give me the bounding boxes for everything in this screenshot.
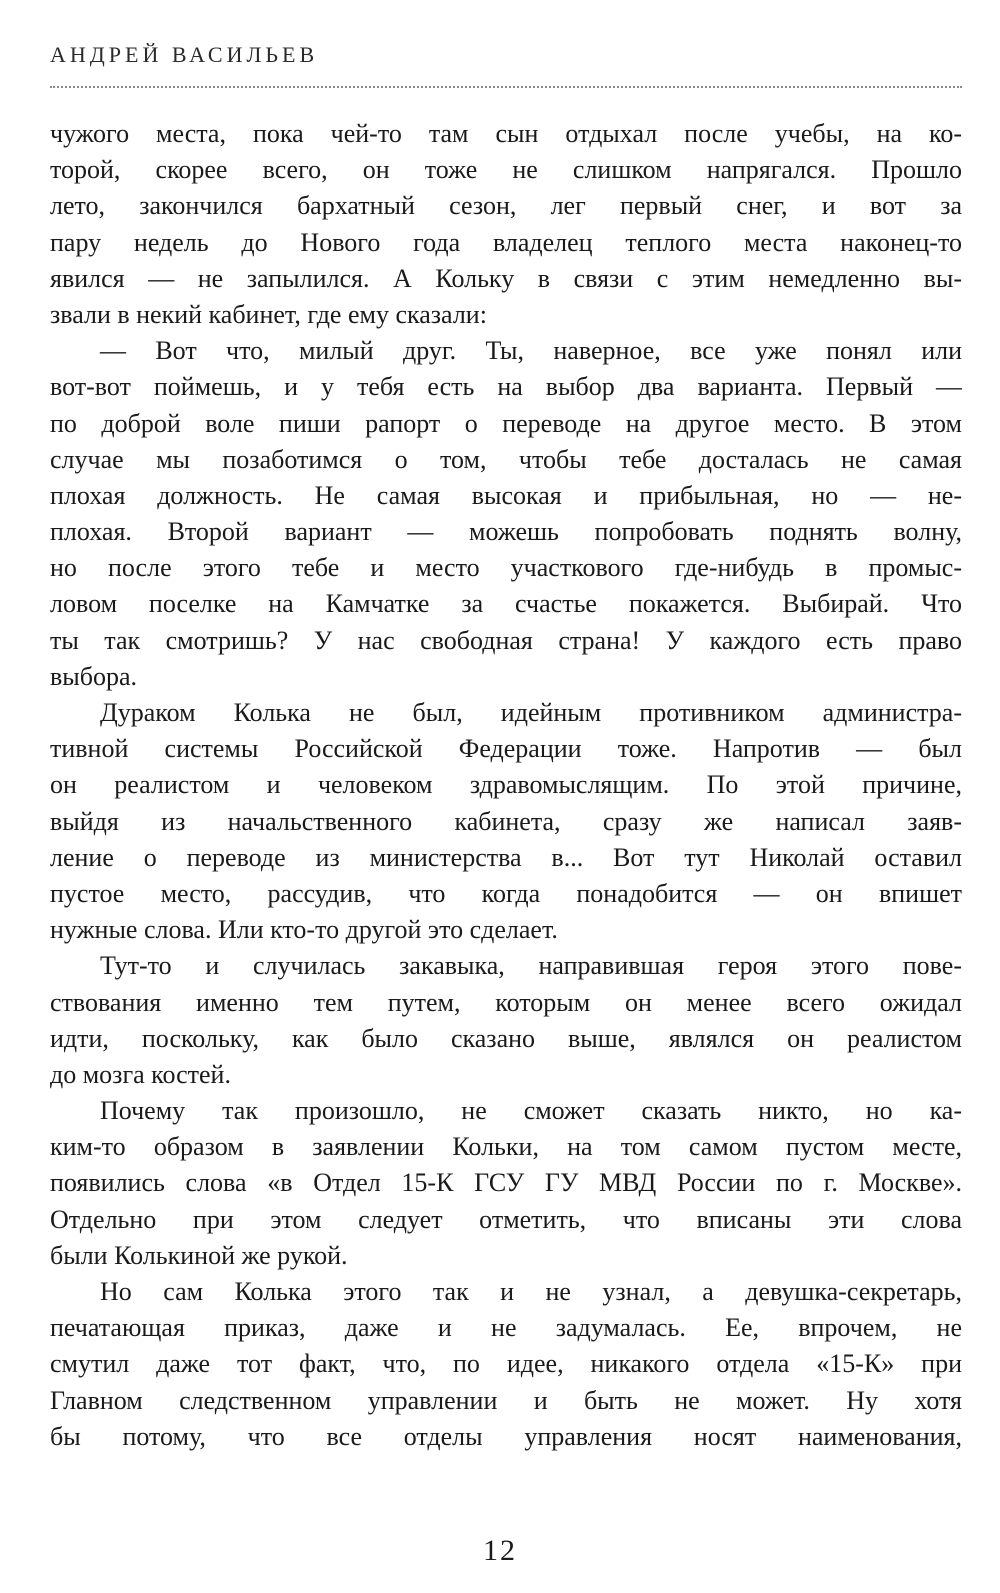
text-line: Дураком Колька не был, идейным противником администра- (100, 698, 962, 727)
page-number: 12 (483, 1534, 517, 1567)
text-line: ловом поселке на Камчатке за счастье покажется. Выбирай. Что (50, 589, 962, 619)
text-line: чужого места, пока чей-то там сын отдыхал после учебы, на ко- (50, 119, 962, 148)
text-line: до мозга костей. (50, 1059, 231, 1089)
text-line: появились слова «в Отдел 15-К ГСУ ГУ МВД России по г. Москве». (50, 1168, 962, 1198)
text-line: печатающая приказ, даже и не задумалась. Ее, впрочем, не (50, 1313, 962, 1343)
text-line: вот-вот поймешь, и у тебя есть на выбор два варианта. Первый — (50, 372, 962, 402)
text-line: плохая. Второй вариант — можешь попробовать поднять волну, (50, 517, 962, 547)
body-text (50, 116, 962, 1455)
text-line: Но сам Колька этого так и не узнал, а девушка-секретарь, (100, 1277, 962, 1306)
text-line: торой, скорее всего, он тоже не слишком напрягался. Прошло (50, 155, 962, 185)
text-line: явился — не запылился. А Кольку в связи с этим немедленно вы- (50, 263, 962, 293)
text-line: — Вот что, милый друг. Ты, наверное, все уже понял или (100, 336, 962, 366)
text-line: смутил даже тот факт, что, по идее, никакого отдела «15-К» при (50, 1349, 962, 1379)
text-line: выйдя из начальственного кабинета, сразу же написал заяв- (50, 806, 962, 836)
text-line: пустое место, рассудив, что когда понадобится — он впишет (50, 878, 962, 908)
text-line: случае мы позаботимся о том, чтобы тебе досталась не самая (50, 444, 962, 474)
text-line: ты так смотришь? У нас свободная страна! У каждого есть право (50, 625, 962, 655)
text-line: плохая должность. Не самая высокая и прибыльная, но — не- (50, 480, 962, 510)
text-line: лето, закончился бархатный сезон, лег первый снег, и вот за (50, 191, 962, 221)
text-line: он реалистом и человеком здравомыслящим. По этой причине, (50, 770, 962, 800)
text-line: были Колькиной же рукой. (50, 1240, 348, 1270)
text-line: Почему так произошло, не сможет сказать никто, но ка- (100, 1096, 962, 1126)
text-line: ствования именно тем путем, которым он менее всего ожидал (50, 987, 962, 1017)
text-line: по доброй воле пиши рапорт о переводе на другое место. В этом (50, 408, 962, 438)
text-line: но после этого тебе и место участкового где-нибудь в промыс- (50, 553, 962, 583)
text-line: Главном следственном управлении и быть не может. Ну хотя (50, 1385, 962, 1415)
running-head-author: АНДРЕЙ ВАСИЛЬЕВ (50, 42, 319, 67)
header-rule (50, 86, 962, 88)
text-line: Отдельно при этом следует отметить, что вписаны эти слова (50, 1204, 962, 1234)
text-line: бы потому, что все отделы управления носят наименования, (50, 1421, 962, 1451)
text-line: ление о переводе из министерства в... Вот тут Николай оставил (50, 842, 962, 872)
text-line: нужные слова. Или кто-то другой это сделает. (50, 915, 558, 945)
text-line: выбора. (50, 661, 138, 691)
text-line: ким-то образом в заявлении Кольки, на том самом пустом месте, (50, 1132, 962, 1162)
text-line: идти, поскольку, как было сказано выше, являлся он реалистом (50, 1023, 962, 1053)
text-line: звали в некий кабинет, где ему сказали: (50, 299, 487, 329)
text-line: тивной системы Российской Федерации тоже. Напротив — был (50, 734, 962, 764)
text-line: пару недель до Нового года владелец теплого места наконец-то (50, 227, 962, 257)
text-line: Тут-то и случилась закавыка, направившая героя этого пове- (100, 951, 962, 981)
